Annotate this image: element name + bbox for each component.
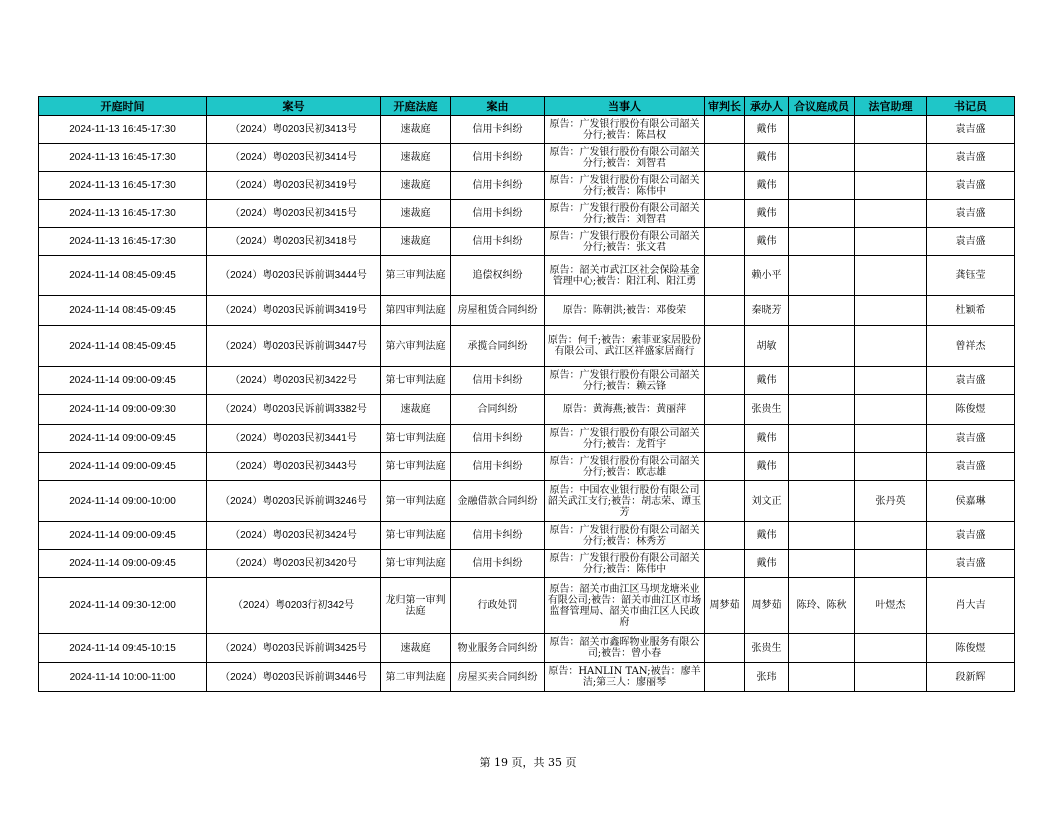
cell-clerk: 袁吉盛 xyxy=(927,172,1015,200)
cell-judge xyxy=(705,550,745,578)
cell-party: 原告：广发银行股份有限公司韶关分行;被告：陈昌权 xyxy=(545,116,705,144)
cell-time: 2024-11-13 16:45-17:30 xyxy=(39,144,207,172)
cell-court: 速裁庭 xyxy=(381,144,451,172)
cell-cause: 信用卡纠纷 xyxy=(451,228,545,256)
table-row xyxy=(39,256,1015,296)
header-case: 案号 xyxy=(207,97,381,116)
header-judge: 审判长 xyxy=(705,97,745,116)
cell-time: 2024-11-14 08:45-09:45 xyxy=(39,296,207,326)
cell-cause: 信用卡纠纷 xyxy=(451,425,545,453)
cell-case: （2024）粤0203民初3420号 xyxy=(207,550,381,578)
cell-cause: 信用卡纠纷 xyxy=(451,144,545,172)
cell-panel xyxy=(789,228,855,256)
header-clerk: 书记员 xyxy=(927,97,1015,116)
cell-court: 速裁庭 xyxy=(381,228,451,256)
cell-assistant xyxy=(855,634,927,663)
table-row xyxy=(39,144,1015,172)
cell-undertaker: 张贵生 xyxy=(745,395,789,425)
cell-clerk: 袁吉盛 xyxy=(927,144,1015,172)
cell-party: 原告：广发银行股份有限公司韶关分行;被告：陈伟中 xyxy=(545,172,705,200)
cell-judge xyxy=(705,296,745,326)
cell-undertaker: 戴伟 xyxy=(745,144,789,172)
cell-time: 2024-11-14 09:00-09:30 xyxy=(39,395,207,425)
table-row xyxy=(39,228,1015,256)
cell-clerk: 袁吉盛 xyxy=(927,200,1015,228)
cell-undertaker: 周梦茹 xyxy=(745,578,789,634)
cell-party: 原告：韶关市曲江区马坝龙塘米业有限公司;被告：韶关市曲江区市场监督管理局、韶关市曲江区人民政府 xyxy=(545,578,705,634)
cell-clerk: 袁吉盛 xyxy=(927,367,1015,395)
cell-undertaker: 戴伟 xyxy=(745,228,789,256)
cell-time: 2024-11-13 16:45-17:30 xyxy=(39,116,207,144)
cell-party: 原告：广发银行股份有限公司韶关分行;被告：刘智君 xyxy=(545,200,705,228)
table-row xyxy=(39,425,1015,453)
cell-case: （2024）粤0203行初342号 xyxy=(207,578,381,634)
cell-assistant xyxy=(855,296,927,326)
cell-party: 原告：HANLIN TAN;被告：廖羊洁;第三人：廖丽琴 xyxy=(545,663,705,692)
cell-court: 速裁庭 xyxy=(381,395,451,425)
cell-court: 速裁庭 xyxy=(381,172,451,200)
cell-time: 2024-11-14 09:45-10:15 xyxy=(39,634,207,663)
cell-cause: 信用卡纠纷 xyxy=(451,200,545,228)
cell-clerk: 袁吉盛 xyxy=(927,228,1015,256)
cell-judge: 周梦茹 xyxy=(705,578,745,634)
cell-undertaker: 秦晓芳 xyxy=(745,296,789,326)
cell-court: 第四审判法庭 xyxy=(381,296,451,326)
cell-undertaker: 戴伟 xyxy=(745,550,789,578)
cell-cause: 金融借款合同纠纷 xyxy=(451,481,545,522)
cell-cause: 物业服务合同纠纷 xyxy=(451,634,545,663)
table-row xyxy=(39,578,1015,634)
cell-undertaker: 戴伟 xyxy=(745,425,789,453)
cell-undertaker: 张贵生 xyxy=(745,634,789,663)
cell-clerk: 段新辉 xyxy=(927,663,1015,692)
table-row xyxy=(39,116,1015,144)
cell-panel: 陈玲、陈秋 xyxy=(789,578,855,634)
cell-undertaker: 刘文正 xyxy=(745,481,789,522)
cell-court: 速裁庭 xyxy=(381,116,451,144)
cell-time: 2024-11-14 09:30-12:00 xyxy=(39,578,207,634)
cell-court: 第六审判法庭 xyxy=(381,326,451,367)
cell-assistant xyxy=(855,116,927,144)
table-row xyxy=(39,481,1015,522)
cell-judge xyxy=(705,367,745,395)
cell-party: 原告：广发银行股份有限公司韶关分行;被告：赖云锋 xyxy=(545,367,705,395)
cell-court: 第三审判法庭 xyxy=(381,256,451,296)
table-row xyxy=(39,296,1015,326)
header-cause: 案由 xyxy=(451,97,545,116)
cell-time: 2024-11-13 16:45-17:30 xyxy=(39,172,207,200)
cell-assistant xyxy=(855,144,927,172)
cell-assistant: 张丹英 xyxy=(855,481,927,522)
cell-time: 2024-11-14 09:00-09:45 xyxy=(39,550,207,578)
cell-clerk: 龚钰莹 xyxy=(927,256,1015,296)
cell-court: 第七审判法庭 xyxy=(381,425,451,453)
cell-assistant xyxy=(855,453,927,481)
cell-party: 原告：广发银行股份有限公司韶关分行;被告：龙哲宇 xyxy=(545,425,705,453)
cell-undertaker: 戴伟 xyxy=(745,453,789,481)
cell-party: 原告：韶关市武江区社会保险基金管理中心;被告：阳江利、阳江勇 xyxy=(545,256,705,296)
cell-court: 第七审判法庭 xyxy=(381,367,451,395)
cell-panel xyxy=(789,663,855,692)
cell-undertaker: 戴伟 xyxy=(745,172,789,200)
table-row xyxy=(39,367,1015,395)
cell-cause: 合同纠纷 xyxy=(451,395,545,425)
table-row xyxy=(39,395,1015,425)
cell-judge xyxy=(705,200,745,228)
cell-case: （2024）粤0203民诉前调3425号 xyxy=(207,634,381,663)
cell-case: （2024）粤0203民初3415号 xyxy=(207,200,381,228)
cell-time: 2024-11-13 16:45-17:30 xyxy=(39,228,207,256)
cell-case: （2024）粤0203民诉前调3447号 xyxy=(207,326,381,367)
cell-case: （2024）粤0203民诉前调3382号 xyxy=(207,395,381,425)
header-court: 开庭法庭 xyxy=(381,97,451,116)
cell-judge xyxy=(705,481,745,522)
cell-judge xyxy=(705,228,745,256)
cell-panel xyxy=(789,395,855,425)
table-row xyxy=(39,522,1015,550)
cell-panel xyxy=(789,522,855,550)
header-panel: 合议庭成员 xyxy=(789,97,855,116)
table-header-row xyxy=(39,97,1015,116)
cell-panel xyxy=(789,367,855,395)
cell-party: 原告：广发银行股份有限公司韶关分行;被告：林秀芳 xyxy=(545,522,705,550)
cell-assistant xyxy=(855,522,927,550)
cell-cause: 房屋租赁合同纠纷 xyxy=(451,296,545,326)
cell-party: 原告：陈朝洪;被告：邓俊荣 xyxy=(545,296,705,326)
cell-clerk: 杜颖希 xyxy=(927,296,1015,326)
table-row xyxy=(39,550,1015,578)
cell-case: （2024）粤0203民诉前调3446号 xyxy=(207,663,381,692)
page-footer: 第 19 页，共 35 页 xyxy=(479,756,577,769)
cell-panel xyxy=(789,634,855,663)
cell-time: 2024-11-14 09:00-09:45 xyxy=(39,367,207,395)
cell-judge xyxy=(705,172,745,200)
cell-assistant xyxy=(855,256,927,296)
cell-judge xyxy=(705,256,745,296)
table-row xyxy=(39,453,1015,481)
cell-time: 2024-11-14 09:00-09:45 xyxy=(39,425,207,453)
cell-cause: 承揽合同纠纷 xyxy=(451,326,545,367)
cell-cause: 行政处罚 xyxy=(451,578,545,634)
cell-panel xyxy=(789,425,855,453)
cell-undertaker: 戴伟 xyxy=(745,116,789,144)
cell-party: 原告：韶关市鑫晖物业服务有限公司;被告：曾小春 xyxy=(545,634,705,663)
header-undertaker: 承办人 xyxy=(745,97,789,116)
cell-cause: 信用卡纠纷 xyxy=(451,550,545,578)
table-row xyxy=(39,200,1015,228)
cell-party: 原告：广发银行股份有限公司韶关分行;被告：陈伟中 xyxy=(545,550,705,578)
cell-assistant xyxy=(855,200,927,228)
cell-time: 2024-11-14 08:45-09:45 xyxy=(39,326,207,367)
cell-clerk: 袁吉盛 xyxy=(927,425,1015,453)
cell-cause: 房屋买卖合同纠纷 xyxy=(451,663,545,692)
cell-assistant xyxy=(855,172,927,200)
cell-panel xyxy=(789,453,855,481)
header-time: 开庭时间 xyxy=(39,97,207,116)
cell-case: （2024）粤0203民初3441号 xyxy=(207,425,381,453)
cell-panel xyxy=(789,550,855,578)
cell-time: 2024-11-14 09:00-09:45 xyxy=(39,522,207,550)
table-row xyxy=(39,172,1015,200)
cell-panel xyxy=(789,481,855,522)
cell-panel xyxy=(789,256,855,296)
cell-clerk: 袁吉盛 xyxy=(927,453,1015,481)
cell-clerk: 袁吉盛 xyxy=(927,550,1015,578)
cell-court: 速裁庭 xyxy=(381,200,451,228)
cell-panel xyxy=(789,116,855,144)
cell-case: （2024）粤0203民初3443号 xyxy=(207,453,381,481)
cell-undertaker: 张玮 xyxy=(745,663,789,692)
cell-party: 原告：广发银行股份有限公司韶关分行;被告：刘智君 xyxy=(545,144,705,172)
cell-judge xyxy=(705,425,745,453)
hearing-schedule-table xyxy=(38,96,1015,692)
table-row xyxy=(39,326,1015,367)
cell-cause: 信用卡纠纷 xyxy=(451,116,545,144)
cell-judge xyxy=(705,634,745,663)
cell-assistant xyxy=(855,663,927,692)
header-assistant: 法官助理 xyxy=(855,97,927,116)
cell-time: 2024-11-14 10:00-11:00 xyxy=(39,663,207,692)
cell-assistant xyxy=(855,550,927,578)
cell-undertaker: 胡敏 xyxy=(745,326,789,367)
cell-time: 2024-11-13 16:45-17:30 xyxy=(39,200,207,228)
cell-clerk: 肖大吉 xyxy=(927,578,1015,634)
table-row xyxy=(39,634,1015,663)
cell-judge xyxy=(705,144,745,172)
cell-court: 第七审判法庭 xyxy=(381,453,451,481)
header-party: 当事人 xyxy=(545,97,705,116)
cell-case: （2024）粤0203民诉前调3444号 xyxy=(207,256,381,296)
cell-party: 原告：何千;被告：索菲亚家居股份有限公司、武江区祥盛家居商行 xyxy=(545,326,705,367)
cell-case: （2024）粤0203民诉前调3246号 xyxy=(207,481,381,522)
cell-case: （2024）粤0203民初3422号 xyxy=(207,367,381,395)
cell-assistant xyxy=(855,367,927,395)
cell-judge xyxy=(705,395,745,425)
cell-clerk: 曾祥杰 xyxy=(927,326,1015,367)
cell-undertaker: 赖小平 xyxy=(745,256,789,296)
cell-time: 2024-11-14 09:00-09:45 xyxy=(39,453,207,481)
cell-clerk: 袁吉盛 xyxy=(927,522,1015,550)
cell-panel xyxy=(789,296,855,326)
cell-clerk: 陈俊煜 xyxy=(927,395,1015,425)
cell-party: 原告：广发银行股份有限公司韶关分行;被告：张文君 xyxy=(545,228,705,256)
cell-time: 2024-11-14 08:45-09:45 xyxy=(39,256,207,296)
cell-case: （2024）粤0203民初3418号 xyxy=(207,228,381,256)
cell-assistant xyxy=(855,395,927,425)
cell-judge xyxy=(705,453,745,481)
cell-cause: 信用卡纠纷 xyxy=(451,367,545,395)
cell-court: 第七审判法庭 xyxy=(381,522,451,550)
cell-court: 第一审判法庭 xyxy=(381,481,451,522)
cell-court: 第七审判法庭 xyxy=(381,550,451,578)
cell-case: （2024）粤0203民初3419号 xyxy=(207,172,381,200)
cell-panel xyxy=(789,326,855,367)
cell-clerk: 袁吉盛 xyxy=(927,116,1015,144)
cell-cause: 信用卡纠纷 xyxy=(451,522,545,550)
cell-judge xyxy=(705,116,745,144)
cell-court: 速裁庭 xyxy=(381,634,451,663)
cell-party: 原告：黄海燕;被告：黄丽萍 xyxy=(545,395,705,425)
cell-assistant xyxy=(855,228,927,256)
cell-judge xyxy=(705,326,745,367)
cell-cause: 追偿权纠纷 xyxy=(451,256,545,296)
cell-cause: 信用卡纠纷 xyxy=(451,453,545,481)
cell-court: 第二审判法庭 xyxy=(381,663,451,692)
cell-case: （2024）粤0203民初3424号 xyxy=(207,522,381,550)
cell-party: 原告：中国农业银行股份有限公司韶关武江支行;被告：胡志荣、谭玉芳 xyxy=(545,481,705,522)
cell-assistant: 叶煜杰 xyxy=(855,578,927,634)
cell-party: 原告：广发银行股份有限公司韶关分行;被告：欧志雄 xyxy=(545,453,705,481)
table-row xyxy=(39,663,1015,692)
cell-panel xyxy=(789,144,855,172)
cell-panel xyxy=(789,172,855,200)
cell-undertaker: 戴伟 xyxy=(745,522,789,550)
cell-undertaker: 戴伟 xyxy=(745,367,789,395)
cell-clerk: 陈俊煜 xyxy=(927,634,1015,663)
cell-assistant xyxy=(855,425,927,453)
cell-case: （2024）粤0203民诉前调3419号 xyxy=(207,296,381,326)
cell-judge xyxy=(705,522,745,550)
cell-judge xyxy=(705,663,745,692)
cell-case: （2024）粤0203民初3414号 xyxy=(207,144,381,172)
cell-case: （2024）粤0203民初3413号 xyxy=(207,116,381,144)
cell-cause: 信用卡纠纷 xyxy=(451,172,545,200)
cell-time: 2024-11-14 09:00-10:00 xyxy=(39,481,207,522)
cell-undertaker: 戴伟 xyxy=(745,200,789,228)
cell-clerk: 侯嘉琳 xyxy=(927,481,1015,522)
cell-panel xyxy=(789,200,855,228)
cell-court: 龙归第一审判法庭 xyxy=(381,578,451,634)
cell-assistant xyxy=(855,326,927,367)
